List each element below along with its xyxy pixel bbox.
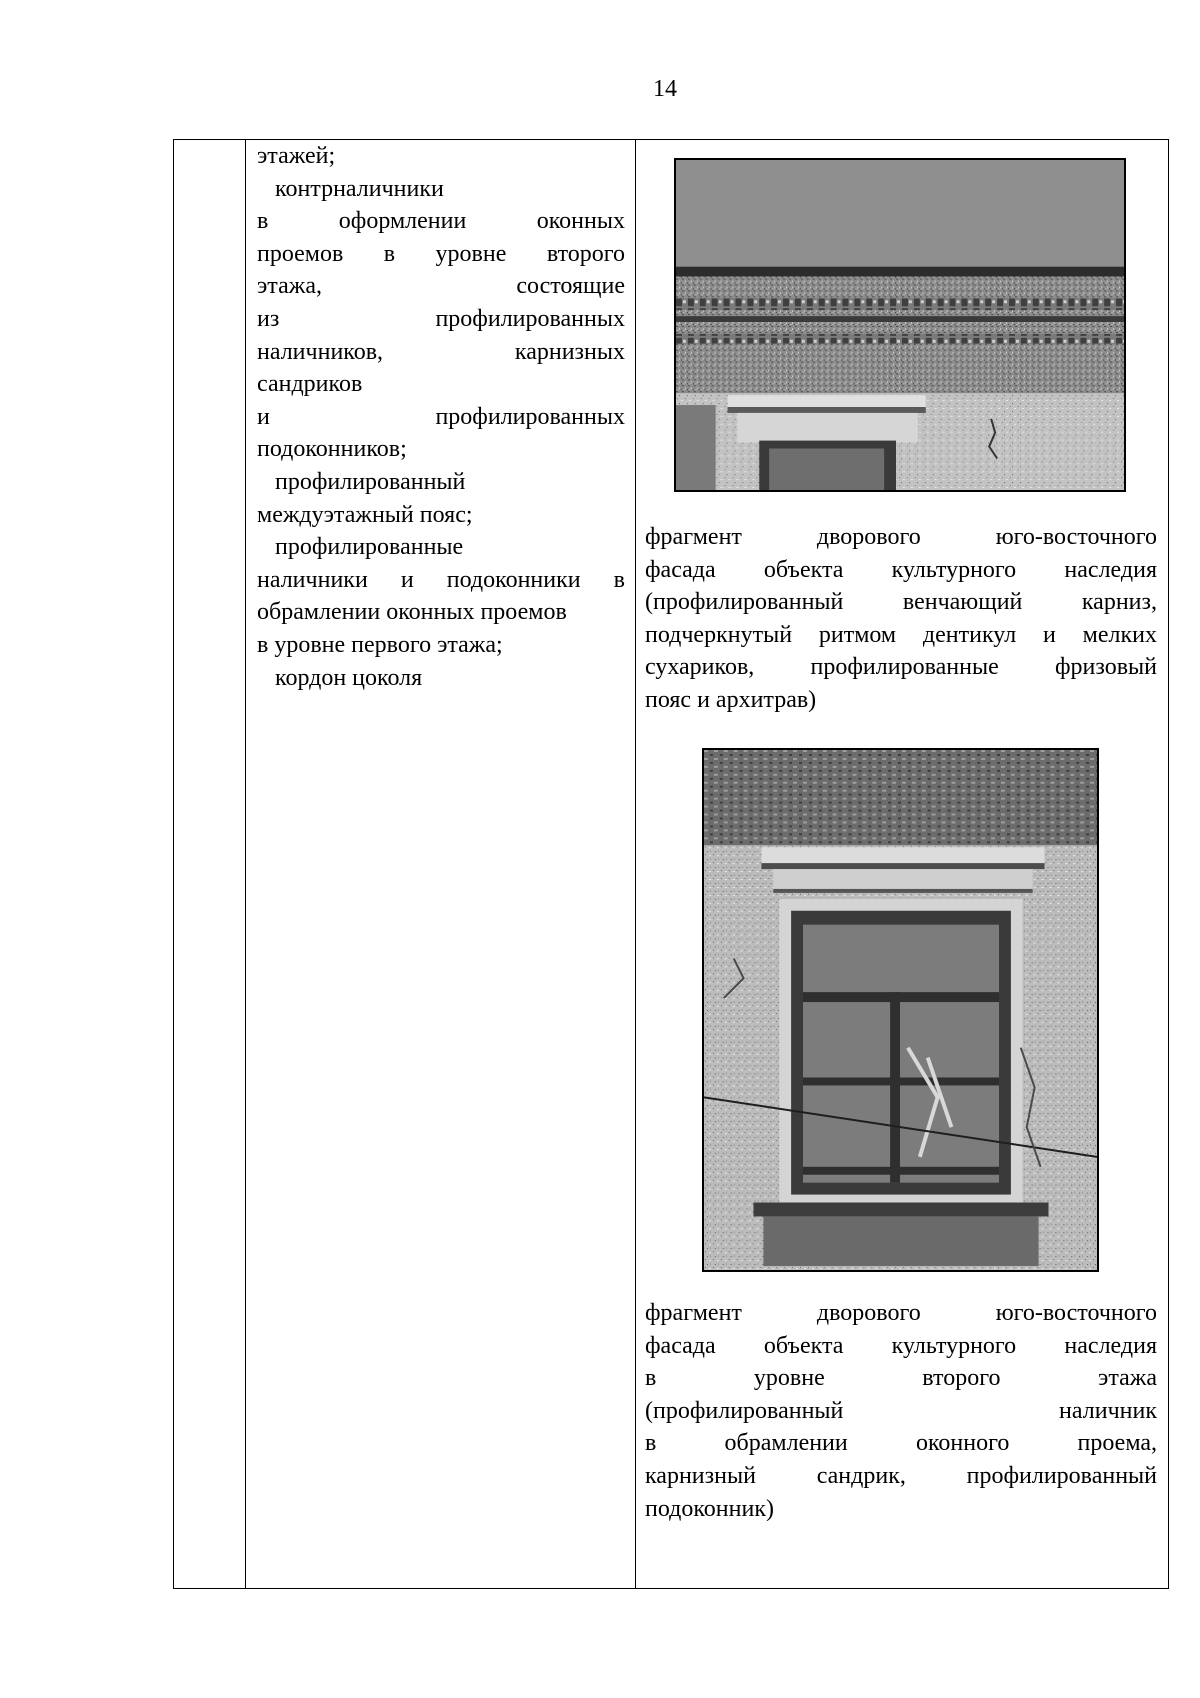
photo-1-caption — [645, 521, 1157, 717]
caption-line: пояс и архитрав) — [645, 686, 817, 713]
page-number: 14 — [653, 76, 677, 102]
caption-line: фасада объекта культурного наследия — [645, 556, 1157, 583]
description-line: и профилированных — [257, 403, 625, 430]
caption-line: в уровне второго этажа — [645, 1365, 1157, 1392]
table-column-divider-2 — [635, 140, 636, 1588]
description-line: профилированный — [275, 468, 466, 495]
facade-cornice-photo — [674, 158, 1126, 492]
description-line: сандриков — [257, 371, 363, 398]
description-line: кордон цоколя — [275, 664, 423, 691]
photo-2-caption — [645, 1297, 1157, 1525]
elements-description-cell — [257, 140, 625, 694]
description-line: профилированные — [275, 534, 464, 561]
caption-line: в обрамлении оконного проема, — [645, 1430, 1157, 1457]
document-table — [173, 139, 1169, 1589]
caption-line: (профилированный венчающий карниз, — [645, 589, 1157, 616]
caption-line: фасада объекта культурного наследия — [645, 1332, 1157, 1359]
caption-line: фрагмент дворового юго-восточного — [645, 524, 1157, 550]
caption-line: карнизный сандрик, профилированный — [645, 1462, 1157, 1489]
caption-line: сухариков, профилированные фризовый — [645, 654, 1157, 681]
description-line: обрамлении оконных проемов — [257, 599, 567, 626]
table-column-divider-1 — [245, 140, 246, 1588]
description-line: в оформлении оконных — [257, 208, 625, 235]
description-line: проемов в уровне второго — [257, 240, 625, 267]
description-line: в уровне первого этажа; — [257, 631, 503, 658]
description-line: подоконников; — [257, 436, 407, 463]
description-line: этажа, состоящие — [257, 273, 625, 300]
description-line: наличников, карнизных — [257, 338, 625, 365]
caption-line: подоконник) — [645, 1495, 774, 1522]
description-line: контрналичники — [275, 175, 444, 202]
description-line: междуэтажный пояс; — [257, 501, 473, 528]
description-line: наличники и подоконники в — [257, 566, 625, 593]
description-line: этажей; — [257, 143, 336, 169]
facade-window-photo — [702, 748, 1099, 1272]
caption-line: фрагмент дворового юго-восточного — [645, 1300, 1157, 1326]
caption-line: подчеркнутый ритмом дентикул и мелких — [645, 621, 1157, 648]
description-line: из профилированных — [257, 305, 625, 332]
caption-line: (профилированный наличник — [645, 1397, 1157, 1424]
